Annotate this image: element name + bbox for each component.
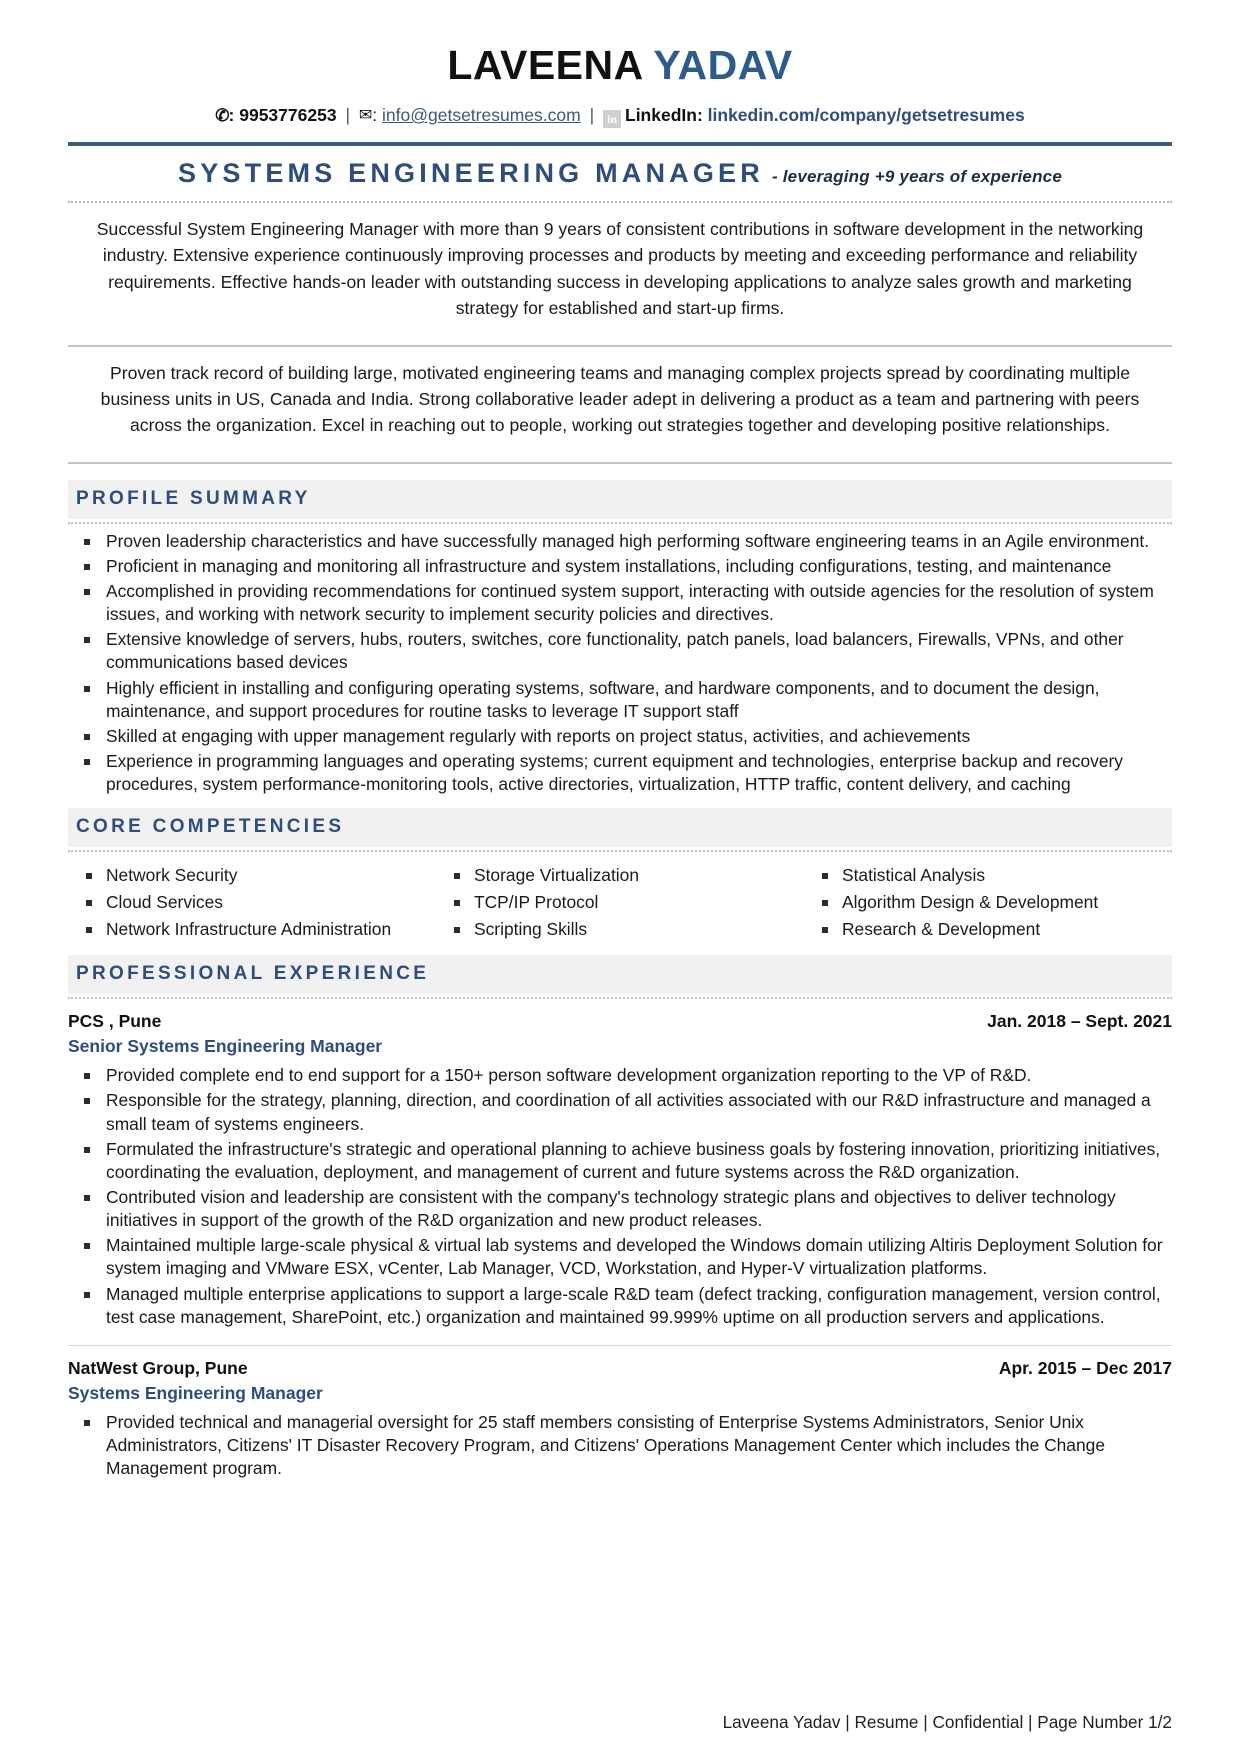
list-item: Managed multiple enterprise applications to support a large-scale R&D team (defect tracking, configuration management, version control, test case management, SharePoint, etc.) organization and maintained 99.999% uptime on all production servers and applications. (68, 1283, 1172, 1329)
list-item: Provided technical and managerial oversight for 25 staff members consisting of Enterprise Systems Administrators, Senior Unix Administrators, Citizens' IT Disaster Recovery Program, and Citizens' Operations Management Center which includes the Change Management program. (68, 1411, 1172, 1480)
list-item: Highly efficient in installing and configuring operating systems, software, and hardware components, and to document the design, maintenance, and support procedures for routine tasks to leverage IT support staff (68, 677, 1172, 723)
header-rule (68, 142, 1172, 146)
linkedin-label: LinkedIn: (625, 105, 703, 126)
experience-bullet-list (68, 1064, 1172, 1329)
list-item: Algorithm Design & Development (804, 889, 1172, 916)
list-item: Formulated the infrastructure's strategic and operational planning to achieve business goals by fostering innovation, prioritizing initiatives, coordinating the evaluation, deployment, and management of current and future systems across the R&D organization. (68, 1138, 1172, 1184)
section-professional-experience-band (68, 955, 1172, 994)
phone-colon: : (228, 105, 235, 126)
list-item: Maintained multiple large-scale physical & virtual lab systems and developed the Windows domain utilizing Altiris Deployment Solution for system imaging and VMware ESX, vCenter, Lab Manager, VCD, Workstation, and Hyper-V virtualization platforms. (68, 1234, 1172, 1280)
profile-summary-list (68, 530, 1172, 797)
list-item: Network Infrastructure Administration (68, 916, 436, 943)
section-title-core-competencies: CORE COMPETENCIES (76, 816, 345, 838)
envelope-icon: ✉ (358, 107, 373, 125)
email-link[interactable]: info@getsetresumes.com (382, 105, 581, 126)
page-footer: Laveena Yadav | Resume | Confidential | Page Number 1/2 (722, 1712, 1172, 1732)
experience-header-row (68, 1011, 1172, 1032)
job-title: Senior Systems Engineering Manager (68, 1036, 383, 1057)
list-item: Network Security (68, 862, 436, 889)
list-item: Proven leadership characteristics and have successfully managed high performing software engineering teams in an Agile environment. (68, 530, 1172, 553)
core-competencies-underline (68, 850, 1172, 852)
list-item: Proficient in managing and monitoring all infrastructure and system installations, including configurations, testing, and maintenance (68, 555, 1172, 578)
job-title: Systems Engineering Manager (68, 1382, 323, 1403)
list-item: Contributed vision and leadership are consistent with the company's technology strategic plans and objectives to deliver technology initiatives in support of the growth of the R&D organization and new product releases. (68, 1186, 1172, 1232)
linkedin-icon: in (603, 110, 621, 128)
list-item: Statistical Analysis (804, 862, 1172, 889)
list-item: TCP/IP Protocol (436, 889, 804, 916)
professional-experience-underline (68, 997, 1172, 999)
list-item: Responsible for the strategy, planning, direction, and coordination of all activities associated with our R&D infrastructure and managed a small team of systems engineers. (68, 1089, 1172, 1135)
company-name: PCS , Pune (68, 1011, 162, 1032)
experience-bullet-list (68, 1411, 1172, 1480)
competency-column-1 (68, 862, 436, 943)
list-item: Experience in programming languages and operating systems; current equipment and technologies, enterprise backup and recovery procedures, system performance-monitoring tools, active directories, virtualization, HTTP traffic, content delivery, and caching (68, 750, 1172, 796)
employment-dates: Jan. 2018 – Sept. 2021 (987, 1011, 1172, 1032)
experience-entry (68, 1011, 1172, 1329)
summary-paragraph-2: Proven track record of building large, motivated engineering teams and managing complex projects spread by coordinating multiple business units in US, Canada and India. Strong collaborative leader adept in delivering a product as a team and partnering with peers across the organization. Excel in reaching out to people, working out strategies together and developing positive relationships. (100, 362, 1140, 436)
list-item: Skilled at engaging with upper management regularly with reports on project status, activities, and achievements (68, 725, 1172, 748)
section-core-competencies-band (68, 808, 1172, 847)
experience-header-row (68, 1358, 1172, 1379)
headline (68, 158, 1172, 189)
list-item: Extensive knowledge of servers, hubs, routers, switches, core functionality, patch panels, load balancers, Firewalls, VPNs, and other communications based devices (68, 628, 1172, 674)
candidate-name (68, 0, 1172, 87)
name-first: LAVEENA (447, 42, 643, 88)
list-item: Cloud Services (68, 889, 436, 916)
experience-divider (68, 1345, 1172, 1346)
contact-separator-2: | (589, 105, 595, 126)
list-item: Accomplished in providing recommendations for continued system support, interacting with outside agencies for the resolution of system issues, and working with network security to implement security policies and directives. (68, 580, 1172, 626)
summary-bottom-divider (68, 462, 1172, 464)
section-title-professional-experience: PROFESSIONAL EXPERIENCE (76, 963, 430, 985)
contact-separator-1: | (345, 105, 350, 126)
competency-column-2 (436, 862, 804, 943)
contact-line (68, 105, 1172, 128)
employment-dates: Apr. 2015 – Dec 2017 (998, 1357, 1172, 1378)
phone-number: 9953776253 (239, 105, 337, 126)
section-profile-summary-band (68, 480, 1172, 519)
summary-paragraph-1: Successful System Engineering Manager with more than 9 years of consistent contributions in software development in the networking industry. Extensive experience continuously improving processes and products by meeting and exceeding performance and reliability requirements. Effective hands-on leader with outstanding success in developing applications to analyze sales growth and marketing strategy for established and start-up firms. (96, 219, 1144, 319)
name-last: YADAV (653, 42, 793, 88)
experience-entry (68, 1358, 1172, 1480)
linkedin-url[interactable]: linkedin.com/company/getsetresumes (707, 105, 1025, 126)
list-item: Provided complete end to end support for a 150+ person software development organization reporting to the VP of R&D. (68, 1064, 1172, 1087)
phone-icon: ✆ (215, 106, 229, 126)
list-item: Storage Virtualization (436, 862, 804, 889)
profile-summary-underline (68, 522, 1172, 524)
core-competencies-grid (68, 862, 1172, 943)
section-title-profile-summary: PROFILE SUMMARY (76, 487, 311, 509)
email-colon: : (372, 105, 378, 126)
company-name: NatWest Group, Pune (68, 1357, 248, 1378)
competency-column-3 (804, 862, 1172, 943)
headline-tagline: - leveraging +9 years of experience (771, 167, 1062, 187)
headline-title: SYSTEMS ENGINEERING MANAGER (178, 158, 764, 189)
list-item: Research & Development (804, 916, 1172, 943)
list-item: Scripting Skills (436, 916, 804, 943)
